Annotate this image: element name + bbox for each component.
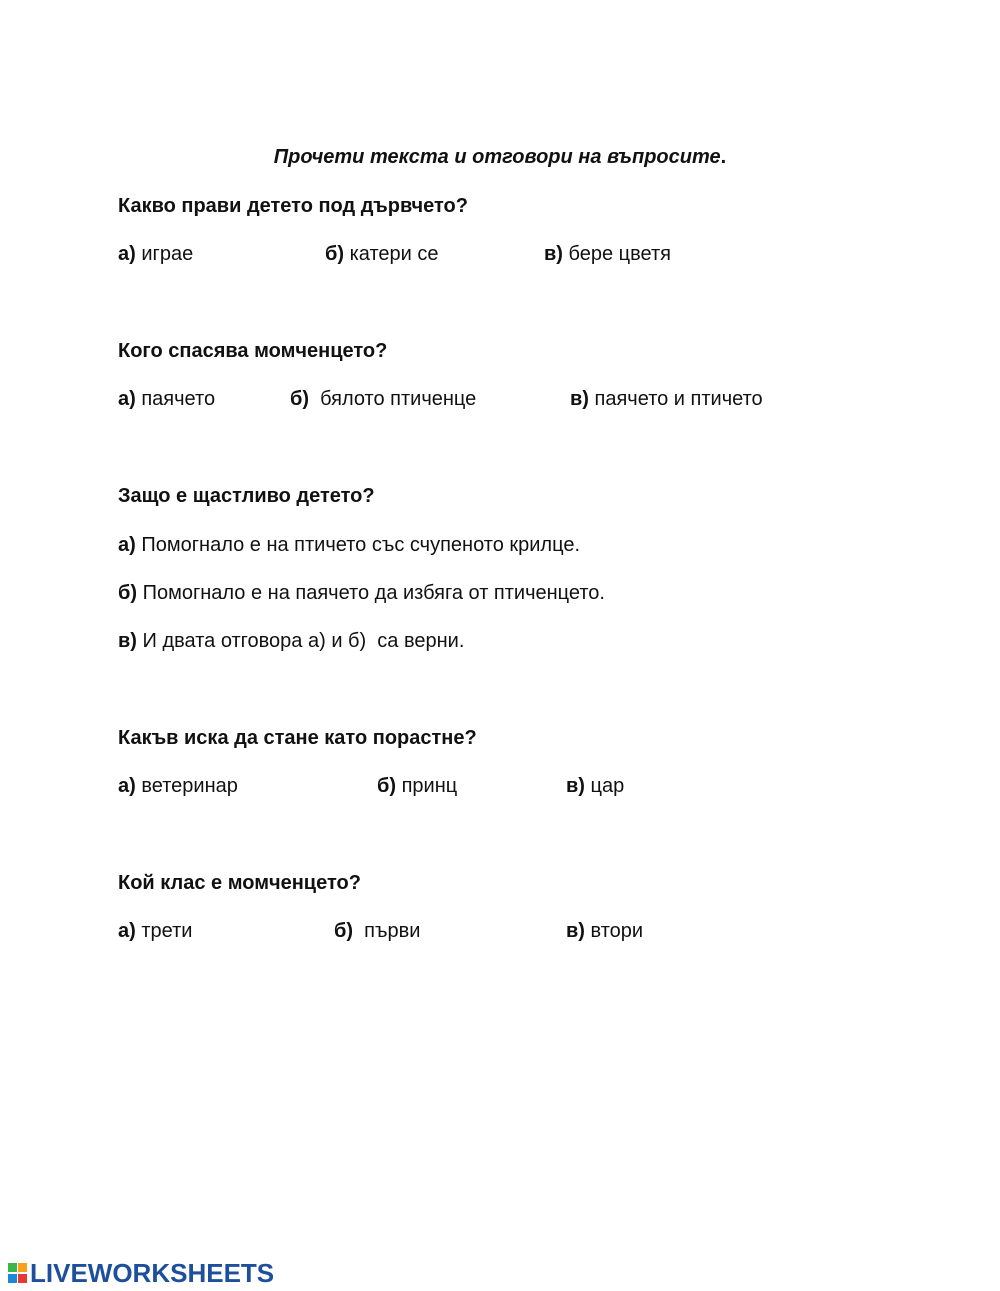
- q2-option-a[interactable]: [118, 388, 215, 411]
- option-letter: в): [566, 920, 585, 942]
- q5-option-b[interactable]: [334, 920, 420, 943]
- option-text: цар: [584, 775, 625, 797]
- worksheet-title: [0, 146, 1000, 169]
- q3-option-c[interactable]: [118, 630, 464, 653]
- option-text: трети: [135, 920, 193, 942]
- option-text: принц: [396, 775, 458, 797]
- question-5: Кой клас е момченцето?: [118, 872, 361, 894]
- option-letter: б): [334, 920, 354, 942]
- option-letter: в): [570, 388, 589, 410]
- q4-option-a[interactable]: [118, 775, 238, 798]
- q5-option-c[interactable]: [566, 920, 643, 943]
- liveworksheets-logo[interactable]: [8, 1258, 274, 1288]
- option-text: първи: [353, 920, 421, 942]
- question-2: Кого спасява момченцето?: [118, 340, 388, 362]
- option-letter: в): [566, 775, 585, 797]
- option-letter: в): [544, 243, 563, 265]
- q2-option-b[interactable]: [290, 388, 476, 411]
- option-text: бялото птиченце: [309, 388, 477, 410]
- liveworksheets-logo-icon: [8, 1261, 28, 1285]
- q2-option-c[interactable]: [570, 388, 763, 411]
- question-3: Защо е щастливо детето?: [118, 485, 375, 507]
- q5-option-a[interactable]: [118, 920, 192, 943]
- option-letter: а): [118, 243, 136, 265]
- option-text: паячето и птичето: [588, 388, 763, 410]
- title-dot: .: [720, 146, 727, 168]
- q1-option-c[interactable]: [544, 243, 671, 266]
- q3-option-b[interactable]: [118, 582, 605, 605]
- option-letter: а): [118, 920, 136, 942]
- title-text: Прочети текста и отговори на въпросите: [273, 146, 721, 168]
- option-text: паячето: [135, 388, 216, 410]
- option-text: И двата отговора а) и б) са верни.: [136, 630, 465, 652]
- option-letter: б): [325, 243, 345, 265]
- q4-option-c[interactable]: [566, 775, 624, 798]
- question-1: Какво прави детето под дървчето?: [118, 195, 468, 217]
- option-letter: б): [118, 582, 138, 604]
- option-text: Помогнало е на паячето да избяга от птиченцето.: [137, 582, 605, 604]
- option-text: играе: [135, 243, 194, 265]
- option-letter: а): [118, 534, 136, 556]
- option-letter: в): [118, 630, 137, 652]
- option-text: катери се: [344, 243, 439, 265]
- question-4: Какъв иска да стане като порастне?: [118, 727, 477, 749]
- option-letter: б): [290, 388, 310, 410]
- q3-option-a[interactable]: [118, 534, 580, 557]
- option-text: ветеринар: [135, 775, 238, 797]
- option-text: бере цветя: [562, 243, 671, 265]
- option-letter: а): [118, 388, 136, 410]
- option-letter: б): [377, 775, 397, 797]
- option-text: Помогнало е на птичето със счупеното крилце.: [135, 534, 580, 556]
- q4-option-b[interactable]: [377, 775, 457, 798]
- option-letter: а): [118, 775, 136, 797]
- q1-option-a[interactable]: [118, 243, 193, 266]
- logo-text: LIVEWORKSHEETS: [30, 1257, 275, 1288]
- q1-option-b[interactable]: [325, 243, 438, 266]
- option-text: втори: [584, 920, 644, 942]
